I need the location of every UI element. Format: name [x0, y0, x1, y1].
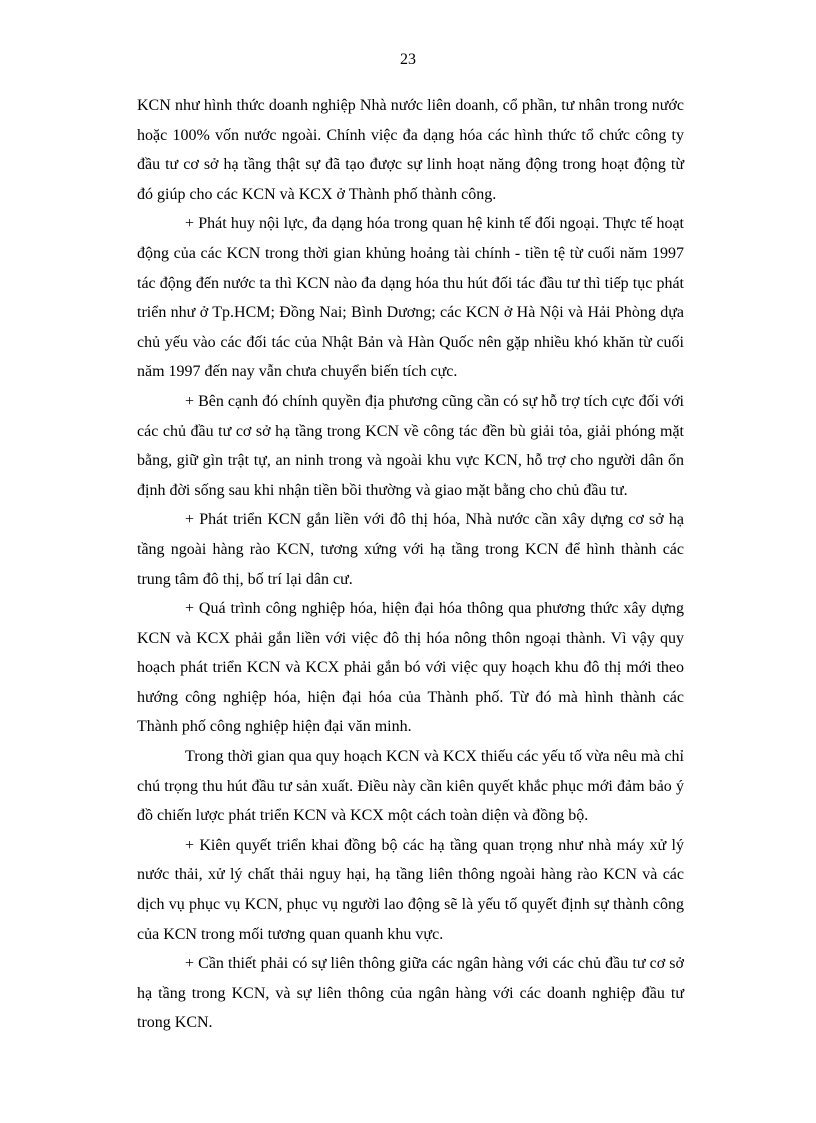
paragraph-internal-resources: + Phát huy nội lực, đa dạng hóa trong quan hệ kinh tế đối ngoại. Thực tế hoạt động của các KCN trong thời gian khủng hoảng tài chính - tiền tệ từ cuối năm 1997 tác động đến nước ta thì KCN nào đa dạng hóa thu hút đối tác đầu tư thì tiếp tục phát triển như ở Tp.HCM; Đồng Nai; Bình Dương; các KCN ở Hà Nội và Hải Phòng dựa chủ yếu vào các đối tác của Nhật Bản và Hàn Quốc nên gặp nhiều khó khăn từ cuối năm 1997 đến nay vẫn chưa chuyển biến tích cực. — [137, 215, 684, 381]
paragraph-urbanization: + Phát triển KCN gắn liền với đô thị hóa, Nhà nước cần xây dựng cơ sở hạ tầng ngoài hàng rào KCN, tương xứng với hạ tầng trong KCN để hình thành các trung tâm đô thị, bố trí lại dân cư. — [137, 511, 684, 588]
page-number: 23 — [400, 51, 416, 68]
document-body — [137, 91, 684, 1038]
paragraph-planning-review: Trong thời gian qua quy hoạch KCN và KCX thiếu các yếu tố vừa nêu mà chỉ chú trọng thu hút đầu tư sản xuất. Điều này cần kiên quyết khắc phục mới đảm bảo ý đồ chiến lược phát triển KCN và KCX một cách toàn diện và đồng bộ. — [137, 748, 684, 825]
paragraph-banking-linkage: + Cần thiết phải có sự liên thông giữa các ngân hàng với các chủ đầu tư cơ sở hạ tầng trong KCN, và sự liên thông của ngân hàng với các doanh nghiệp đầu tư trong KCN. — [137, 955, 684, 1032]
paragraph-local-government-support: + Bên cạnh đó chính quyền địa phương cũng cần có sự hỗ trợ tích cực đối với các chủ đầu tư cơ sở hạ tầng trong KCN về công tác đền bù giải tỏa, giải phóng mặt bằng, giữ gìn trật tự, an ninh trong và ngoài khu vực KCN, hỗ trợ cho người dân ổn định đời sống sau khi nhận tiền bồi thường và giao mặt bằng cho chủ đầu tư. — [137, 392, 684, 499]
paragraph-continuation: KCN như hình thức doanh nghiệp Nhà nước liên doanh, cổ phần, tư nhân trong nước hoặc 100% vốn nước ngoài. Chính việc đa dạng hóa các hình thức tổ chức công ty đầu tư cơ sở hạ tầng thật sự đã tạo được sự linh hoạt năng động trong hoạt động từ đó giúp cho các KCN và KCX ở Thành phố thành công. — [137, 97, 684, 203]
paragraph-infrastructure: + Kiên quyết triển khai đồng bộ các hạ tầng quan trọng như nhà máy xử lý nước thải, xử lý chất thải nguy hại, hạ tầng liên thông ngoài hàng rào KCN và các dịch vụ phục vụ KCN, phục vụ người lao động sẽ là yếu tố quyết định sự thành công của KCN trong mối tương quan quanh khu vực. — [137, 836, 684, 943]
paragraph-industrialization: + Quá trình công nghiệp hóa, hiện đại hóa thông qua phương thức xây dựng KCN và KCX phải gắn liền với việc đô thị hóa nông thôn ngoại thành. Vì vậy quy hoạch phát triển KCN và KCX phải gắn bó với việc quy hoạch khu đô thị mới theo hướng công nghiệp hóa, hiện đại hóa của Thành phố. Từ đó mà hình thành các Thành phố công nghiệp hiện đại văn minh. — [137, 600, 684, 736]
